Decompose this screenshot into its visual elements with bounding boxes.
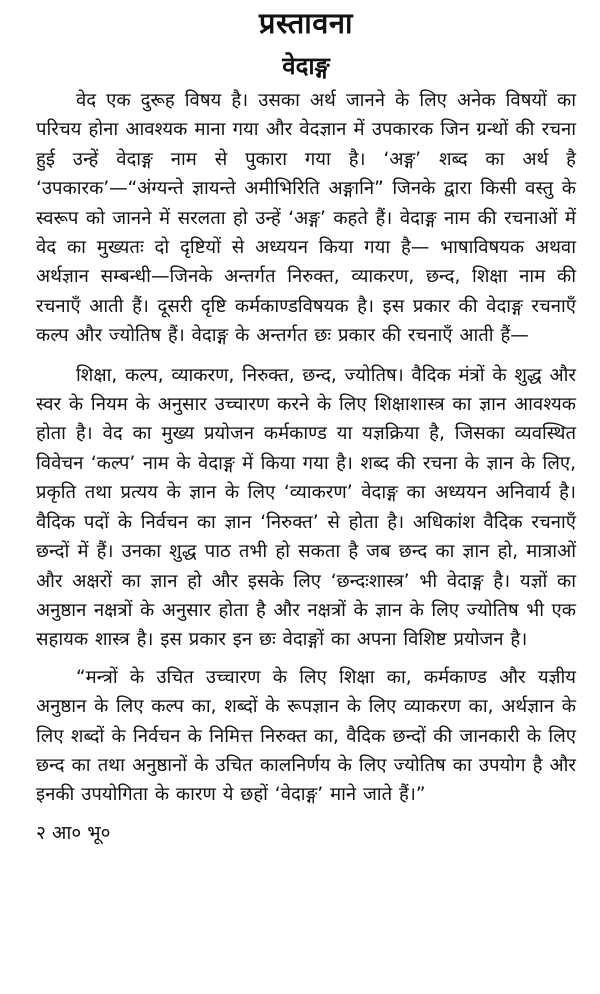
paragraph-intro: वेद एक दुरूह विषय है। उसका अर्थ जानने के लिए अनेक विषयों का परिचय होना आवश्यक माना गया और वेदज्ञान में उपकारक जिन ग्रन्थों की रचना हुई उन्हें वेदाङ्ग नाम से पुकारा गया है। ‘अङ्ग’ शब्द का अर्थ है ‘उपकारक’—“अंग्यन्ते ज्ञायन्ते अमीभिरिति अङ्गानि” जिनके द्वारा किसी वस्तु के स्वरूप को जानने में सरलता हो उन्हें ‘अङ्ग’ कहते हैं। वेदाङ्ग नाम की रचनाओं में वेद का मुख्यतः दो दृष्टियों से अध्ययन किया गया है— भाषाविषयक अथवा अर्थज्ञान सम्बन्धी—जिनके अन्तर्गत निरुक्त, व्याकरण, छन्द, शिक्षा नाम की रचनाएँ आती हैं। दूसरी दृष्टि कर्मकाण्डविषयक है। इस प्रकार की वेदाङ्ग रचनाएँ कल्प और ज्योतिष हैं। वेदाङ्ग के अन्तर्गत छः प्रकार की रचनाएँ आती हैं— [36,90,576,347]
page-signature-mark: २ आ० भू० [36,821,111,844]
paragraph-quotation: “मन्त्रों के उचित उच्चारण के लिए शिक्षा का, कर्मकाण्ड और यज्ञीय अनुष्ठान के लिए कल्प का, शब्दों के रूपज्ञान के लिए व्याकरण का, अर्थज्ञान के लिए शब्दों के निर्वचन के निमित्त निरुक्त का, वैदिक छन्दों की जानकारी के लिए छन्द का तथा अनुष्ठानों के उचित कालनिर्णय के लिए ज्योतिष का उपयोग है और इनकी उपयोगिता के कारण ये छहों ‘वेदाङ्ग’ माने जाते हैं।” [36,666,576,806]
page-title: प्रस्तावना [258,6,354,40]
paragraph-vedanga-list: शिक्षा, कल्प, व्याकरण, निरुक्त, छन्द, ज्योतिष। वैदिक मंत्रों के शुद्ध और स्वर के नियम के अनुसार उच्चारण करने के लिए शिक्षाशास्त्र का ज्ञान आवश्यक होता है। वेद का मुख्य प्रयोजन कर्मकाण्ड या यज्ञक्रिया है, जिसका व्यवस्थित विवेचन ‘कल्प’ नाम के वेदाङ्ग में किया गया है। शब्द की रचना के ज्ञान के लिए, प्रकृति तथा प्रत्यय के ज्ञान के लिए ‘व्याकरण’ वेदाङ्ग का अध्ययन अनिवार्य है। वैदिक पदों के निर्वचन का ज्ञान ‘निरुक्त’ से होता है। अधिकांश वैदिक रचनाएँ छन्दों में हैं। उनका शुद्ध पाठ तभी हो सकता है जब छन्द का ज्ञान हो, मात्राओं और अक्षरों का ज्ञान हो और इसके लिए ‘छन्दःशास्त्र’ भी वेदाङ्ग है। यज्ञों का अनुष्ठान नक्षत्रों के अनुसार होता है और नक्षत्रों के ज्ञान के लिए ज्योतिष भी एक सहायक शास्त्र है। इस प्रकार इन छः वेदाङ्गों का अपना विशिष्ट प्रयोजन है। [36,364,577,651]
section-heading: वेदाङ्ग [282,52,330,80]
